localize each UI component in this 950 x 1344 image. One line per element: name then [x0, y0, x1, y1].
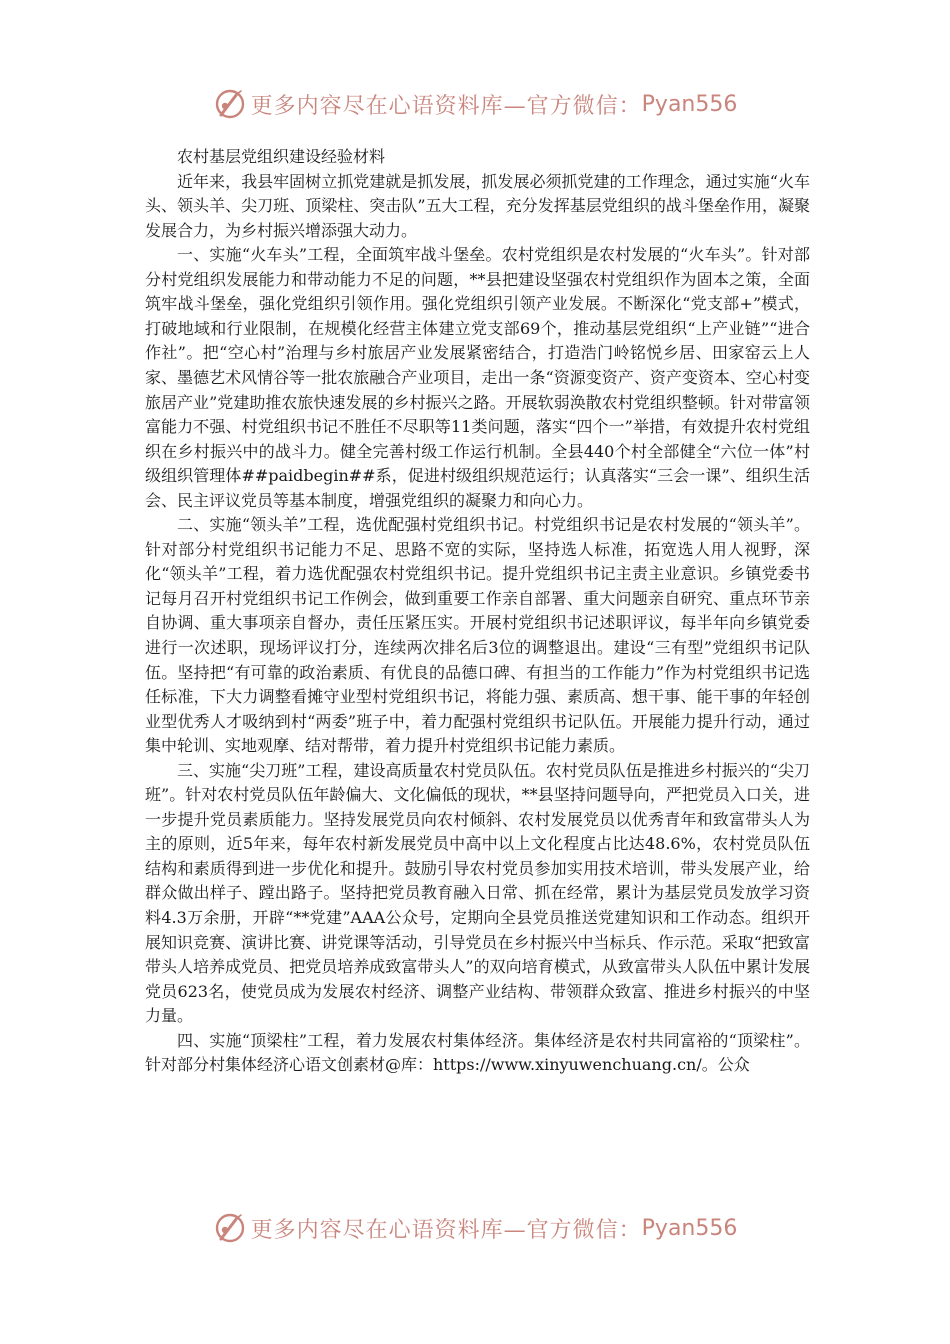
watermark-wechat-id: Pyan556: [641, 1215, 738, 1241]
watermark-footer: [0, 1208, 950, 1248]
paragraph-section-4: 四、实施“顶梁柱”工程，着力发展农村集体经济。集体经济是农村共同富裕的“顶梁柱”。针对部分村集体经济心语文创素材@库：https://www.xinyuwenchuang.cn/。公众: [145, 1030, 810, 1075]
brush-logo-icon: [213, 87, 247, 121]
paragraph-section-3: 三、实施“尖刀班”工程，建设高质量农村党员队伍。农村党员队伍是推进乡村振兴的“尖刀班”。针对农村党员队伍年龄偏大、文化偏低的现状，**县坚持问题导向，严把党员入口关，进一步提升党员素质能力。坚持发展党员向农村倾斜、农村发展党员以优秀青年和致富带头人为主的原则，近5年来，每年农村新发展党员中高中以上文化程度占比达48.6%，农村党员队伍结构和素质得到进一步优化和提升。鼓励引导农村党员参加实用技术培训，带头发展产业，给群众做出样子、蹚出路子。坚持把党员教育融入日常、抓在经常，累计为基层党员发放学习资料4.3万余册，开辟“**党建”AAA公众号，定期向全县党员推送党建知识和工作动态。组织开展知识竞赛、演讲比赛、讲党课等活动，引导党员在乡村振兴中当标兵、作示范。采取“把致富带头人培养成党员、把党员培养成致富带头人”的双向培育模式，从致富带头人队伍中累计发展党员623名，使党员成为发展农村经济、调整产业结构、带领群众致富、推进乡村振兴的中坚力量。: [145, 760, 810, 1026]
paragraph-section-1: 一、实施“火车头”工程，全面筑牢战斗堡垒。农村党组织是农村发展的“火车头”。针对部分村党组织发展能力和带动能力不足的问题，**县把建设坚强农村党组织作为固本之策，全面筑牢战斗堡垒，强化党组织引领作用。强化党组织引领产业发展。不断深化“党支部+”模式，打破地域和行业限制，在规模化经营主体建立党支部69个，推动基层党组织“上产业链”“进合作社”。把“空心村”治理与乡村旅居产业发展紧密结合，打造浩门岭铭悦乡居、田家窑云上人家、墨德艺术风情谷等一批农旅融合产业项目，走出一条“资源变资产、资产变资本、空心村变旅居产业”党建助推农旅快速发展的乡村振兴之路。开展软弱涣散农村党组织整顿。针对带富领富能力不强、村党组织书记不胜任不尽职等11类问题，落实“四个一”举措，有效提升农村党组织在乡村振兴中的战斗力。健全完善村级工作运行机制。全县440个村全部健全“六位一体”村级组织管理体##paidbegin##系，促进村级组织规范运行；认真落实“三会一课”、组织生活会、民主评议党员等基本制度，增强党组织的凝聚力和向心力。: [145, 245, 810, 510]
paragraph-section-2: 二、实施“领头羊”工程，选优配强村党组织书记。村党组织书记是农村发展的“领头羊”。针对部分村党组织书记能力不足、思路不宽的实际，坚持选人标准，拓宽选人用人视野，深化“领头羊”工程，着力选优配强农村党组织书记。提升党组织书记主责主业意识。乡镇党委书记每月召开村党组织书记工作例会，做到重要工作亲自部署、重大问题亲自研究、重点环节亲自协调、重大事项亲自督办，责任压紧压实。开展村党组织书记述职评议，每半年向乡镇党委进行一次述职，现场评议打分，连续两次排名后3位的调整退出。建设“三有型”党组织书记队伍。坚持把“有可靠的政治素质、有优良的品德口碑、有担当的工作能力”作为村党组织书记选任标准，下大力调整看摊守业型村党组织书记，将能力强、素质高、想干事、能干事的年轻创业型优秀人才吸纳到村“两委”班子中，着力配强村党组织书记队伍。开展能力提升行动，通过集中轮训、实地观摩、结对帮带，着力提升村党组织书记能力素质。: [145, 515, 810, 756]
document-title: 农村基层党组织建设经验材料: [177, 147, 386, 166]
watermark-wechat-id: Pyan556: [641, 91, 738, 117]
watermark-brand-text: 更多内容尽在心语资料库—官方微信：: [250, 1217, 642, 1243]
brush-logo-icon: [213, 1211, 247, 1245]
watermark-brand-text: 更多内容尽在心语资料库—官方微信：: [250, 93, 642, 119]
document-body: [145, 145, 810, 1078]
paragraph-intro: 近年来，我县牢固树立抓党建就是抓发展，抓发展必须抓党建的工作理念，通过实施“火车头、领头羊、尖刀班、顶梁柱、突击队”五大工程，充分发挥基层党组织的战斗堡垒作用，凝聚发展合力，为乡村振兴增添强大动力。: [145, 171, 810, 240]
watermark-header: [0, 84, 950, 124]
